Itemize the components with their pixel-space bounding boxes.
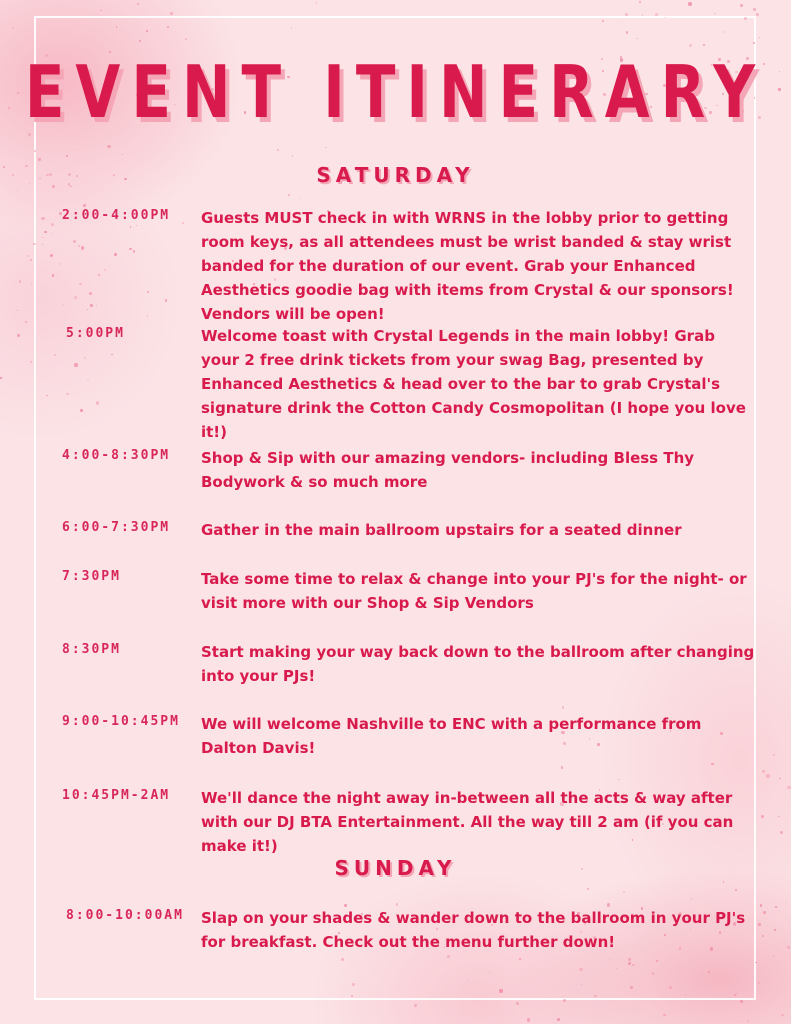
glitter-speck: [761, 815, 764, 818]
glitter-speck: [763, 911, 766, 914]
glitter-speck: [351, 995, 353, 997]
glitter-speck: [628, 958, 631, 961]
day-heading-sunday: SUNDAY: [334, 856, 457, 880]
glitter-speck: [98, 274, 100, 276]
glitter-speck: [84, 357, 86, 359]
glitter-speck: [60, 263, 61, 264]
event-time: 8:30PM: [62, 642, 121, 657]
event-time: 6:00-7:30PM: [62, 520, 171, 535]
glitter-speck: [775, 906, 777, 908]
event-description: Slap on your shades & wander down to the ballroom in your PJ's for breakfast. Check out the menu further down!: [201, 909, 746, 951]
day-heading-saturday: SATURDAY: [316, 163, 475, 187]
glitter-speck: [133, 250, 136, 253]
glitter-speck: [137, 3, 139, 5]
event-description: We'll dance the night away in-between all the acts & way after with our DJ BTA Entertainment. All the way till 2 am (if you can make it!): [201, 789, 734, 855]
glitter-speck: [489, 972, 490, 973]
glitter-speck: [107, 145, 110, 148]
glitter-speck: [66, 155, 68, 157]
glitter-speck: [636, 38, 637, 39]
event-description: We will welcome Nashville to ENC with a performance from Dalton Davis!: [201, 715, 702, 757]
glitter-speck: [714, 13, 715, 14]
event-time: 2:00-4:00PM: [62, 208, 171, 223]
glitter-speck: [774, 929, 775, 930]
event-description: Take some time to relax & change into your PJ's for the night- or visit more with our Shop & Sip Vendors: [201, 570, 747, 612]
glitter-speck: [100, 10, 101, 11]
glitter-speck: [753, 42, 754, 43]
glitter-speck: [758, 923, 761, 926]
glitter-speck: [96, 401, 99, 404]
glitter-speck: [689, 44, 692, 47]
glitter-speck: [762, 935, 764, 937]
glitter-speck: [499, 989, 502, 992]
glitter-speck: [288, 194, 290, 196]
glitter-speck: [781, 1014, 783, 1016]
glitter-speck: [626, 31, 628, 33]
glitter-speck: [561, 766, 564, 769]
glitter-speck: [414, 1004, 416, 1006]
glitter-speck: [79, 283, 81, 285]
glitter-speck: [51, 223, 54, 226]
glitter-speck: [19, 280, 21, 282]
glitter-speck: [778, 816, 780, 818]
glitter-speck: [182, 222, 184, 224]
glitter-speck: [587, 888, 589, 890]
glitter-speck: [766, 774, 769, 777]
glitter-speck: [81, 246, 84, 249]
event-description: Guests MUST check in with WRNS in the lobby prior to getting room keys, as all attendees must be wrist banded & stay wrist banded for the duration of our event. Grab your Enhanced Aesthetics goodie bag with items from Crystal & our sponsors! Vendors will be open!: [201, 209, 734, 323]
glitter-speck: [786, 902, 787, 903]
glitter-speck: [557, 1018, 560, 1021]
glitter-speck: [787, 786, 790, 789]
glitter-speck: [34, 150, 36, 152]
glitter-speck: [66, 393, 68, 395]
glitter-speck: [17, 334, 19, 336]
event-time: 5:00PM: [66, 326, 125, 341]
glitter-speck: [74, 296, 77, 299]
glitter-speck: [762, 770, 765, 773]
glitter-speck: [352, 983, 355, 986]
event-time: 8:00-10:00AM: [66, 908, 184, 923]
glitter-speck: [703, 44, 705, 46]
glitter-speck: [527, 1018, 530, 1021]
glitter-speck: [80, 409, 82, 411]
glitter-speck: [691, 898, 693, 900]
event-time: 7:30PM: [62, 569, 121, 584]
glitter-speck: [38, 158, 41, 161]
glitter-speck: [146, 30, 148, 32]
glitter-speck: [579, 968, 582, 971]
glitter-speck: [96, 305, 97, 306]
event-description: Start making your way back down to the ballroom after changing into your PJs!: [201, 643, 755, 685]
glitter-speck: [54, 354, 55, 355]
glitter-speck: [756, 13, 759, 16]
glitter-speck: [639, 1, 641, 3]
glitter-speck: [0, 377, 1, 378]
glitter-speck: [78, 245, 80, 247]
event-time: 9:00-10:45PM: [62, 714, 180, 729]
glitter-speck: [759, 37, 760, 38]
glitter-speck: [447, 955, 450, 958]
glitter-speck: [755, 962, 756, 963]
glitter-speck: [291, 27, 292, 28]
glitter-speck: [277, 149, 279, 151]
glitter-speck: [688, 2, 691, 5]
glitter-speck: [50, 254, 53, 257]
event-description: Gather in the main ballroom upstairs for a seated dinner: [201, 521, 682, 539]
event-description: Shop & Sip with our amazing vendors- including Bless Thy Bodywork & so much more: [201, 449, 695, 491]
glitter-speck: [170, 12, 173, 15]
glitter-speck: [652, 972, 655, 975]
glitter-speck: [656, 960, 658, 962]
glitter-speck: [628, 962, 630, 964]
glitter-speck: [41, 217, 44, 220]
event-time: 10:45PM-2AM: [62, 788, 171, 803]
glitter-speck: [165, 299, 168, 302]
event-description: Welcome toast with Crystal Legends in the main lobby! Grab your 2 free drink tickets from your swag Bag, presented by Enhanced Aesthetics & head over to the bar to grab Crystal's signature drink the Cotton Candy Cosmopolitan (I hope you love it!): [201, 327, 746, 441]
glitter-speck: [129, 248, 132, 251]
glitter-speck: [87, 380, 88, 381]
glitter-speck: [758, 982, 760, 984]
glitter-speck: [74, 363, 77, 366]
event-time: 4:00-8:30PM: [62, 448, 171, 463]
glitter-speck: [663, 1014, 666, 1017]
page-title: EVENT ITINERARY: [24, 49, 767, 135]
